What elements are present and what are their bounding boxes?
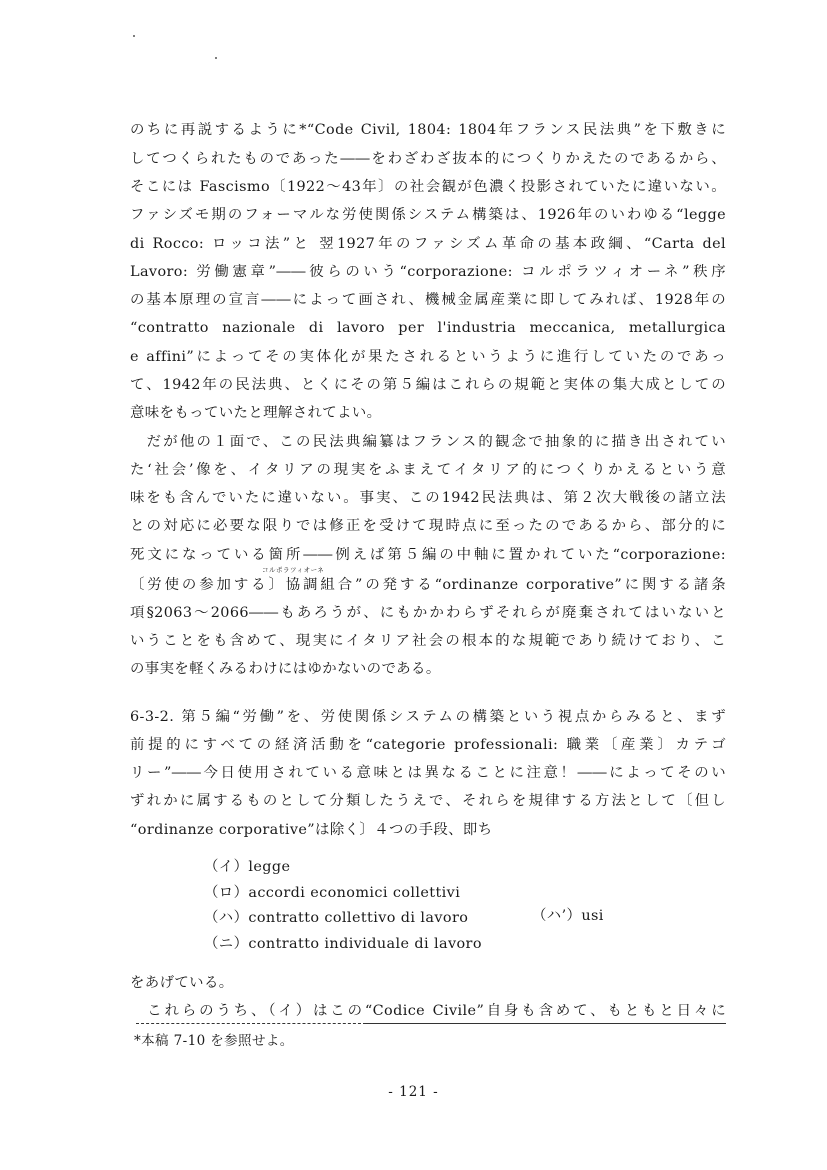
- page-number: - 121 -: [388, 1084, 439, 1100]
- paragraph-1-line: ファシズモ期のフォーマルな労使関係システム構築は、1926年のいわゆる“legge: [130, 207, 726, 223]
- paragraph-1-line: 意味をもっていたと理解されてよい。: [130, 405, 382, 421]
- paragraph-1-line: di Rocco: ロッコ法”と 翌1927年のファシズム革命の基本政綱、“Carta del: [130, 236, 726, 252]
- list-item-supplement: （ハ’）usi: [532, 908, 604, 924]
- section-6-3-2-line: ずれかに属するものとして分類したうえで、それらを規律する方法として〔但し: [130, 793, 726, 809]
- paragraph-1-line: の基本原理の宣言――によって画され、機械金属産業に即してみれば、1928年の: [130, 292, 726, 308]
- list-item: （イ）legge: [204, 859, 291, 875]
- footnote: *本稿 7-10 を参照せよ。: [134, 1033, 294, 1049]
- paragraph-1-line: “contratto nazionale di lavoro per l'industria meccanica, metallurgica: [130, 320, 726, 336]
- list-item: （ハ）contratto collettivo di lavoro: [204, 910, 469, 926]
- footnote-rule: [366, 1023, 726, 1024]
- paragraph-1-line: Lavoro: 労働憲章”――彼らのいう“corporazione: コルポラツィオーネ”秩序: [130, 264, 726, 280]
- ruby-annotation: コルポラツィオーネ: [262, 566, 325, 574]
- paragraph-2-line: 項§2063～2066――もあろうが、にもかかわらずそれらが廃棄されてはいないと: [130, 605, 726, 621]
- list-item: （ニ）contratto individuale di lavoro: [204, 936, 482, 952]
- paragraph-1-line: のちに再説するように*“Code Civil, 1804: 1804年フランス民法典”を下敷きに: [130, 122, 726, 138]
- paragraph-2-line: いうことをも含めて、現実にイタリア社会の根本的な規範であり続けており、こ: [130, 633, 726, 649]
- body-text-line: をあげている。: [130, 975, 234, 991]
- paragraph-1-line: してつくられたものであった――をわざわざ抜本的につくりかえたのであるから、: [130, 151, 726, 167]
- section-6-3-2-line: “ordinanze corporative”は除く〕４つの手段、即ち: [130, 822, 493, 838]
- paragraph-2-line: の事実を軽くみるわけにはゆかないのである。: [130, 661, 441, 677]
- scan-speck: [133, 35, 135, 37]
- paragraph-2-line: との対応に必要な限りでは修正を受けて現時点に至ったのであるから、部分的に: [130, 518, 726, 534]
- paragraph-2-line: 味をも含んでいたに違いない。事実、この1942民法典は、第２次大戦後の諸立法: [130, 490, 726, 506]
- section-6-3-2-line: 前提的にすべての経済活動を“categorie professionali: 職業〔産業〕カテゴ: [130, 737, 726, 753]
- paragraph-2-line: た‘社会’像を、イタリアの現実をふまえてイタリア的につくりかえるという意: [130, 462, 726, 478]
- section-6-3-2-line: リー”――今日使用されている意味とは異なることに注意！――によってそのい: [130, 765, 726, 781]
- scan-speck: [215, 57, 217, 59]
- footnote-rule: [136, 1023, 366, 1024]
- paragraph-1-line: そこには Fascismo〔1922～43年〕の社会観が色濃く投影されていたに違いない。: [130, 179, 726, 195]
- paragraph-2-line: だが他の１面で、この民法典編纂はフランス的観念で抽象的に描き出されてい: [130, 434, 726, 450]
- paragraph-1-line: て、1942年の民法典、とくにその第５編はこれらの規範と実体の集大成としての: [130, 377, 726, 393]
- paragraph-2-line: 死文になっている箇所――例えば第５編の中軸に置かれていた“corporazione:: [130, 547, 726, 563]
- paragraph-2-line: 〔労使の参加する〕協調組合”の発する“ordinanze corporative”に関する諸条: [130, 577, 726, 593]
- body-text-line: これらのうち、（イ）はこの“Codice Civile”自身も含めて、もともと日々に: [130, 1003, 726, 1019]
- section-6-3-2-line: 6-3-2. 第５編“労働”を、労使関係システムの構築という視点からみると、まず: [130, 709, 726, 725]
- paragraph-1-line: e affini”によってその実体化が果たされるというように進行していたのであっ: [130, 349, 726, 365]
- list-item: （ロ）accordi economici collettivi: [204, 885, 461, 901]
